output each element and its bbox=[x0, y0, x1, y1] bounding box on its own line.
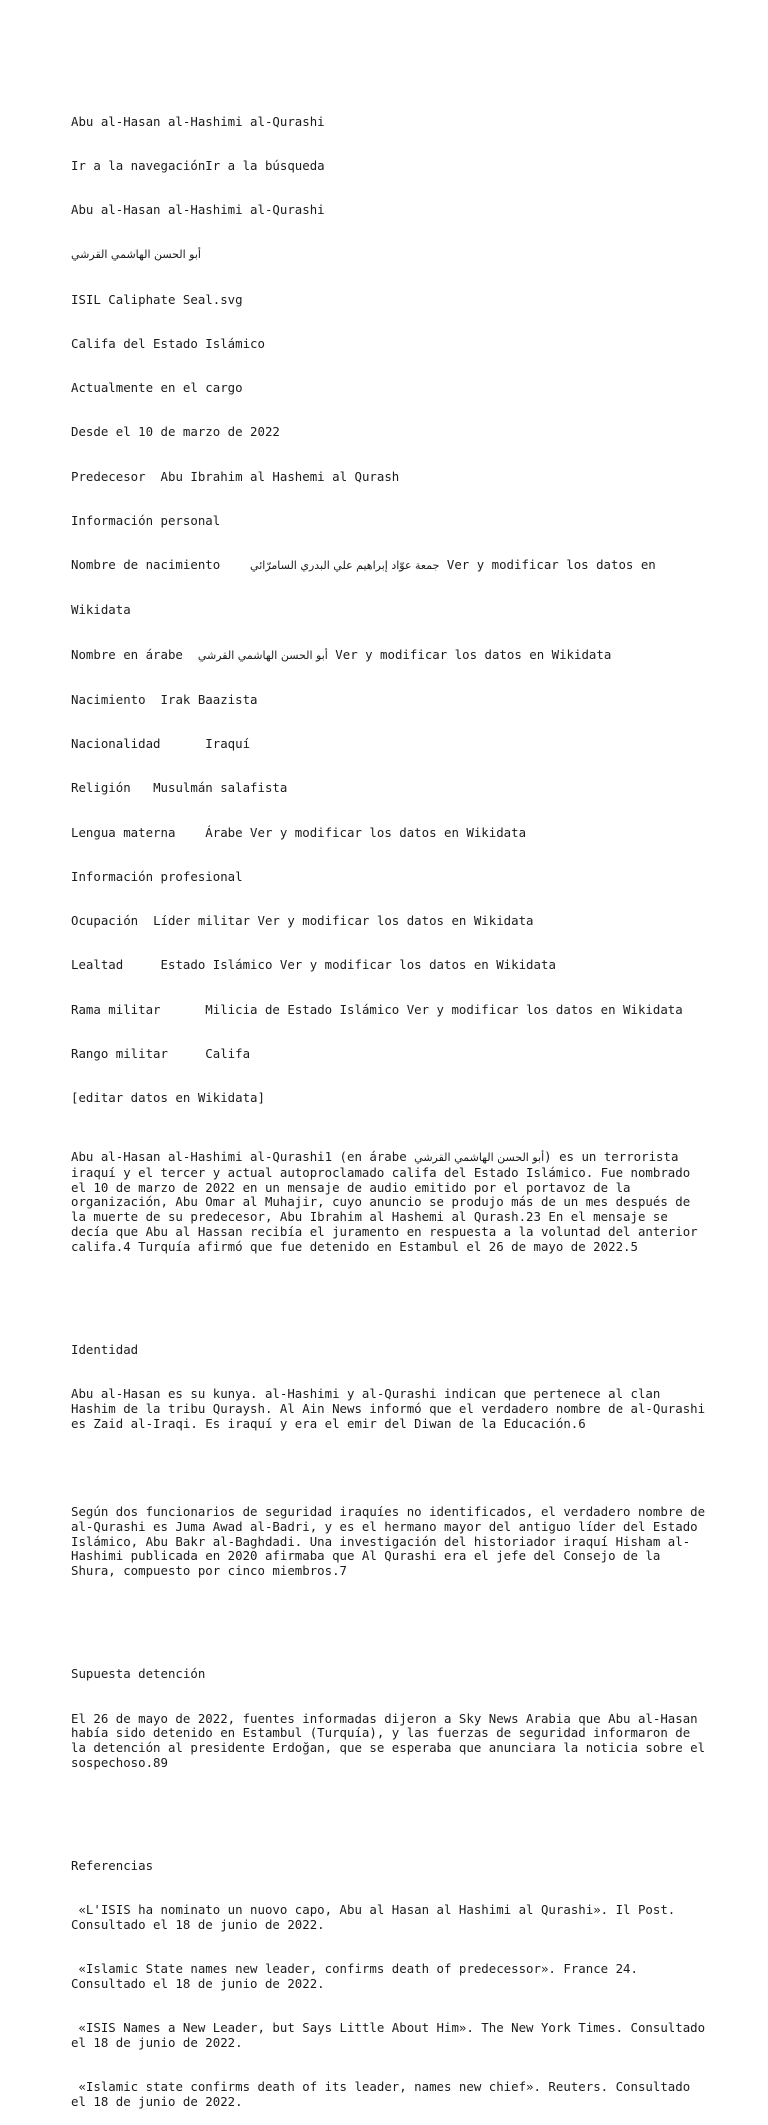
language-label: Lengua materna bbox=[71, 824, 176, 840]
religion-label: Religión bbox=[71, 780, 131, 796]
language-value[interactable]: Árabe Ver y modificar los datos en Wikidata bbox=[205, 824, 527, 840]
reference-item-4[interactable]: «Islamic state confirms death of its leader, names new chief». Reuters. Consultado el 18 de junio de 2022. bbox=[71, 2079, 698, 2109]
infobox-since: Desde el 10 de marzo de 2022 bbox=[71, 424, 280, 440]
intro-part-2: ) es un terrorista iraquí y el tercer y actual autoproclamado califa del Estado Islámico. Fue nombrado el 10 de marzo de 2022 en un mensaje de audio emitido por el portavoz de la organización, Abu Omar al Muhajir, cuyo anuncio se produjo más de un mes después de la muerte de su predecesor, Abu Ibrahim al Hashemi al Qurash.23 En el mensaje se decía que Abu al Hassan recibía el juramento en respuesta a la voluntad del anterior califa.4 Turquía afirmó que fue detenido en Estambul el 26 de mayo de 2022.5 bbox=[71, 1149, 706, 1254]
detention-paragraph: El 26 de mayo de 2022, fuentes informadas dijeron a Sky News Arabia que Abu al-Hasan había sido detenido en Estambul (Turquía), y las fuerzas de seguridad informaron de la detención al presidente Erdoğan, que se esperaba que anunciara la noticia sobre el sospechoso.89 bbox=[71, 1710, 713, 1770]
detention-heading: Supuesta detención bbox=[71, 1666, 206, 1682]
infobox-office: Califa del Estado Islámico bbox=[71, 335, 265, 351]
reference-item-1[interactable]: «L'ISIS ha nominato un nuovo capo, Abu al Hasan al Hashimi al Qurashi». Il Post. Consultado el 18 de junio de 2022. bbox=[71, 1902, 683, 1932]
arabic-name-wikidata-link[interactable]: Ver y modificar los datos en Wikidata bbox=[335, 646, 612, 662]
birth-name-wikidata-link-cont[interactable]: Wikidata bbox=[71, 602, 131, 618]
infobox-arabic-name: أبو الحسن الهاشمي القرشي bbox=[71, 248, 201, 262]
rank-label: Rango militar bbox=[71, 1045, 168, 1061]
reference-item-2[interactable]: «Islamic State names new leader, confirms death of predecessor». France 24. Consultado el 18 de junio de 2022. bbox=[71, 1961, 646, 1991]
occupation-value[interactable]: Líder militar Ver y modificar los datos en Wikidata bbox=[153, 913, 534, 928]
occupation-label: Ocupación bbox=[71, 913, 139, 928]
branch-label: Rama militar bbox=[71, 1001, 161, 1017]
birth-name-wikidata-link[interactable]: Ver y modificar los datos en bbox=[446, 557, 656, 572]
nationality-value[interactable]: Iraquí bbox=[205, 736, 251, 751]
infobox-arabic-name-row bbox=[71, 247, 711, 263]
intro-part-1: Abu al-Hasan al-Hashimi al-Qurashi1 (en árabe bbox=[71, 1149, 415, 1164]
birth-name-label: Nombre de nacimiento bbox=[71, 557, 221, 572]
birth-row bbox=[71, 693, 711, 708]
arabic-name-value: أبو الحسن الهاشمي القرشي bbox=[197, 648, 328, 662]
identity-heading: Identidad bbox=[71, 1341, 139, 1357]
personal-info-header: Información personal bbox=[71, 512, 221, 528]
infobox-predecessor-row bbox=[71, 470, 711, 485]
infobox-name: Abu al-Hasan al-Hashimi al-Qurashi bbox=[71, 202, 325, 217]
branch-row bbox=[71, 1003, 711, 1018]
birth-name-row bbox=[71, 558, 711, 574]
nationality-row bbox=[71, 737, 711, 752]
arabic-name-row bbox=[71, 648, 711, 664]
loyalty-value[interactable]: Estado Islámico Ver y modificar los datos en Wikidata bbox=[160, 957, 556, 973]
nationality-label: Nacionalidad bbox=[71, 736, 161, 751]
religion-row bbox=[71, 781, 711, 796]
birth-value[interactable]: Irak Baazista bbox=[160, 691, 258, 707]
professional-info-header: Información profesional bbox=[71, 868, 243, 884]
arabic-name-label: Nombre en árabe bbox=[71, 646, 183, 662]
navigation-links[interactable]: Ir a la navegaciónIr a la búsqueda bbox=[71, 157, 325, 173]
intro-paragraph bbox=[71, 1150, 711, 1254]
infobox-status: Actualmente en el cargo bbox=[71, 380, 243, 395]
seal-image-link[interactable]: ISIL Caliphate Seal.svg bbox=[71, 291, 243, 307]
branch-value[interactable]: Milicia de Estado Islámico Ver y modificar los datos en Wikidata bbox=[205, 1001, 683, 1017]
religion-value[interactable]: Musulmán salafista bbox=[153, 780, 288, 796]
birth-name-arabic: جمعة عوّاد إبراهيم علي البدري السامرّائي bbox=[250, 559, 440, 572]
article-text bbox=[71, 85, 711, 2125]
identity-paragraph-1: Abu al-Hasan es su kunya. al-Hashimi y al-Qurashi indican que pertenece al clan Hashim de la tribu Quraysh. Al Ain News informó que el verdadero nombre de al-Qurashi es Zaid al-Iraqi. Es iraquí y era el emir del Diwan de la Educación.6 bbox=[71, 1386, 713, 1431]
page-title: Abu al-Hasan al-Hashimi al-Qurashi bbox=[71, 113, 325, 129]
occupation-row bbox=[71, 914, 711, 929]
rank-value[interactable]: Califa bbox=[205, 1045, 251, 1061]
references-heading: Referencias bbox=[71, 1858, 154, 1873]
predecessor-label: Predecesor bbox=[71, 468, 146, 484]
loyalty-label: Lealtad bbox=[71, 957, 124, 973]
edit-wikidata-link[interactable]: [editar datos en Wikidata] bbox=[71, 1090, 265, 1105]
language-row bbox=[71, 826, 711, 841]
birth-label: Nacimiento bbox=[71, 691, 146, 707]
identity-paragraph-2: Según dos funcionarios de seguridad iraquíes no identificados, el verdadero nombre de al-Qurashi es Juma Awad al-Badri, y es el hermano mayor del antiguo líder del Estado Islámico, Abu Bakr al-Baghdadi. Una investigación del historiador iraquí Hisham al-Hashimi publicada en 2020 afirmaba que Al Qurashi era el jefe del Consejo de la Shura, compuesto por cinco miembros.7 bbox=[71, 1504, 713, 1578]
rank-row bbox=[71, 1047, 711, 1062]
predecessor-value[interactable]: Abu Ibrahim al Hashemi al Qurash bbox=[160, 468, 400, 484]
reference-item-3[interactable]: «ISIS Names a New Leader, but Says Little About Him». The New York Times. Consultado el 18 de junio de 2022. bbox=[71, 2020, 713, 2050]
loyalty-row bbox=[71, 958, 711, 973]
intro-arabic-name: أبو الحسن الهاشمي القرشي bbox=[414, 1151, 545, 1164]
